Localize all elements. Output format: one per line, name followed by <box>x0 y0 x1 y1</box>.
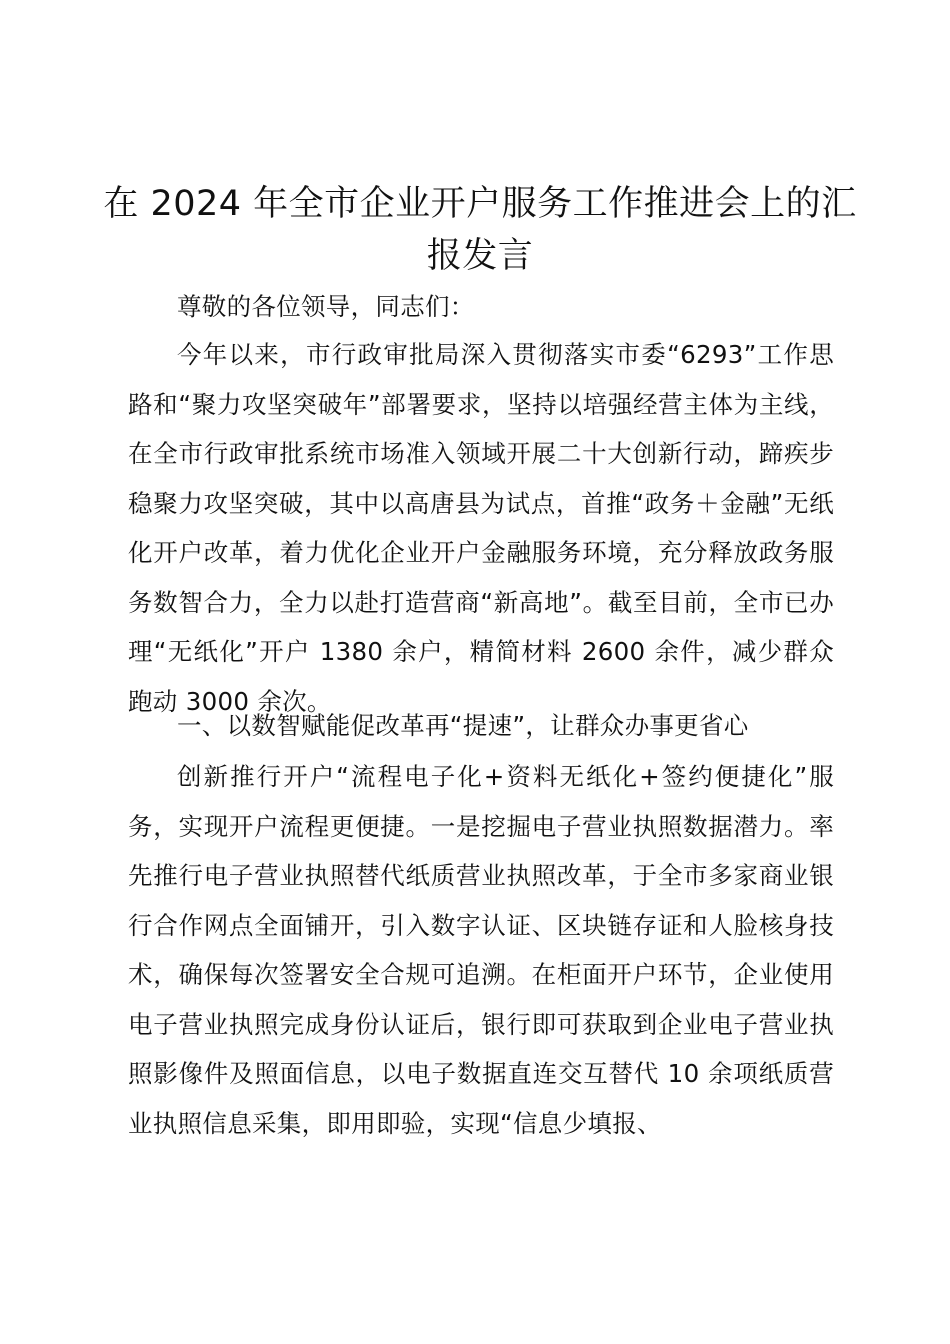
paragraph-section-1: 创新推行开户“流程电子化+资料无纸化+签约便捷化”服务，实现开户流程更便捷。一是挖掘电子营业执照数据潜力。率先推行电子营业执照替代纸质营业执照改革，于全市多家商业银行合作网点全面铺开，引入数字认证、区块链存证和人脸核身技术，确保每次签署安全合规可追溯。在柜面开户环节，企业使用电子营业执照完成身份认证后，银行即可获取到企业电子营业执照影像件及照面信息，以电子数据直连交互替代 10 余项纸质营业执照信息采集，即用即验，实现“信息少填报、 <box>128 762 834 1138</box>
section-heading-1: 一、以数智赋能促改革再“提速”，让群众办事更省心 <box>177 711 749 740</box>
salutation: 尊敬的各位领导，同志们： <box>177 292 475 321</box>
paragraph-intro: 今年以来，市行政审批局深入贯彻落实市委“6293”工作思路和“聚力攻坚突破年”部署要求，坚持以培强经营主体为主线，在全市行政审批系统市场准入领域开展二十大创新行动，蹄疾步稳聚力攻坚突破，其中以高唐县为试点，首推“政务＋金融”无纸化开户改革，着力优化企业开户金融服务环境，充分释放政务服务数智合力，全力以赴打造营商“新高地”。截至目前，全市已办理“无纸化”开户 1380 余户，精简材料 2600 余件，减少群众跑动 3000 余次。 <box>128 340 834 716</box>
document-title: 在 2024 年全市企业开户服务工作推进会上的汇报发言 <box>103 184 857 276</box>
